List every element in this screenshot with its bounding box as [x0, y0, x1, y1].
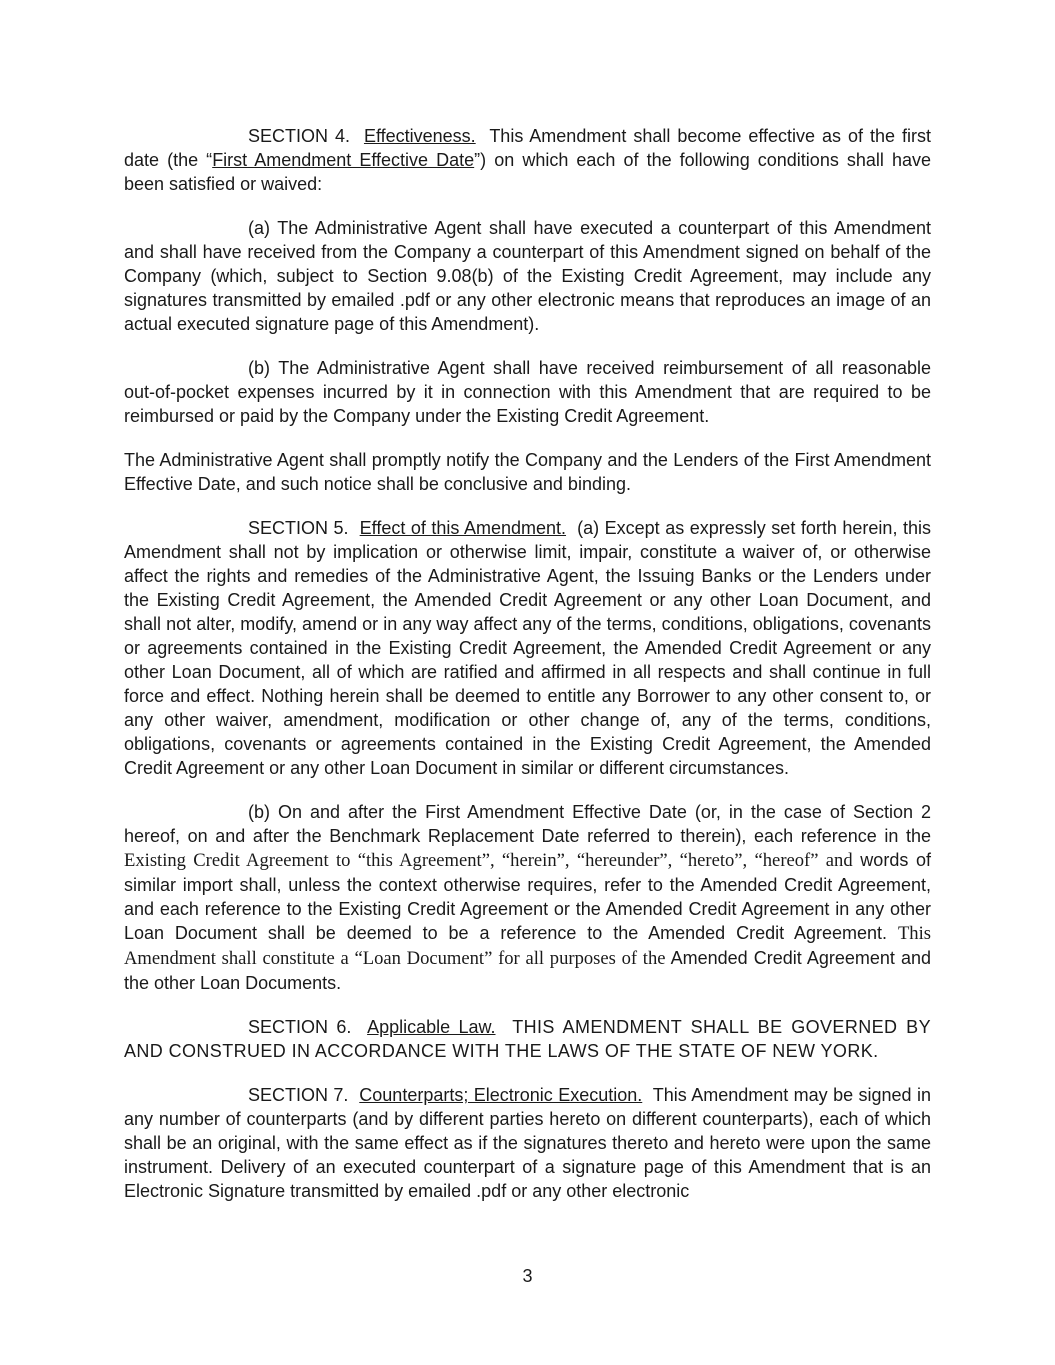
section-4-notice: The Administrative Agent shall promptly notify the Company and the Lenders of the First Amendment Effective Date, and such notice shall be conclusive and binding.: [124, 450, 931, 494]
section-5-b-part1: (b) On and after the First Amendment Effective Date (or, in the case of Section 2 hereof, on and after the Benchmark Replacement Date referred to therein), each reference in the: [124, 802, 931, 846]
section-7-title: Counterparts; Electronic Execution.: [359, 1085, 643, 1105]
section-7-text: This Amendment may be signed in any number of counterparts (and by different parties hereto on different counterparts), each of which shall be an original, with the same effect as if the signatures thereto and hereto were upon the same instrument. Delivery of an executed counterpart of a signature page of this Amendment that is an Electronic Signature transmitted by emailed .pdf or any other electronic: [124, 1085, 931, 1201]
section-7-paragraph: [124, 1083, 931, 1203]
section-5-clause-b: [124, 800, 931, 995]
section-6-heading: SECTION 6.: [248, 1017, 352, 1037]
section-4-rest: ”) on which each of the following conditions shall have been satisfied or waived:: [124, 150, 932, 194]
section-4-heading: SECTION 4.: [248, 126, 350, 146]
document-page: [124, 124, 931, 1203]
section-5-b-part3: words of similar import shall, unless the context otherwise requires, refer to the Amended Credit Agreement, and each reference to the Existing Credit Agreement or the Amended Credit Agreement in any other Loan Document shall be deemed to be a reference to the Amended Credit Agreement.: [124, 850, 931, 943]
page-number: 3: [522, 1266, 533, 1286]
section-4-clause-b: (b) The Administrative Agent shall have received reimbursement of all reasonable out-of-pocket expenses incurred by it in connection with this Amendment that are required to be reimbursed or paid by the Company under the Existing Credit Agreement.: [124, 358, 931, 426]
section-6-title: Applicable Law.: [367, 1017, 496, 1037]
section-5-paragraph-a: [124, 516, 931, 780]
section-5-b-part5: Amended Credit Agreement and the other Loan Documents.: [124, 948, 931, 993]
section-5-b-part4: This Amendment shall constitute a “Loan Document” for all purposes of the: [124, 923, 931, 969]
section-6-text: THIS AMENDMENT SHALL BE GOVERNED BY AND CONSTRUED IN ACCORDANCE WITH THE LAWS OF THE STATE OF NEW YORK.: [124, 1017, 931, 1061]
section-6-paragraph: [124, 1015, 931, 1063]
section-7-heading: SECTION 7.: [248, 1085, 349, 1105]
section-5-clause-a: (a) Except as expressly set forth herein, this Amendment shall not by implication or otherwise limit, impair, constitute a waiver of, or otherwise affect the rights and remedies of the Administrative Agent, the Issuing Banks or the Lenders under the Existing Credit Agreement, the Amended Credit Agreement or any other Loan Document, and shall not alter, modify, amend or in any way affect any of the terms, conditions, obligations, covenants or agreements contained in the Existing Credit Agreement, the Amended Credit Agreement or any other Loan Document, all of which are ratified and affirmed in all respects and shall continue in full force and effect. Nothing herein shall be deemed to entitle any Borrower to any other consent to, or any other waiver, amendment, modification or other change of, any of the terms, conditions, obligations, covenants or agreements contained in the Existing Credit Agreement, the Amended Credit Agreement or any other Loan Document in similar or different circumstances.: [124, 518, 931, 778]
section-4-title: Effectiveness.: [363, 126, 476, 146]
section-4-lead: This Amendment shall become effective as of the first date (the “: [124, 126, 931, 170]
section-5-b-part2: Existing Credit Agreement to “this Agreement”, “herein”, “hereunder”, “hereto”, “hereof” and: [124, 850, 853, 871]
section-4-paragraph: [124, 124, 931, 196]
defined-term-first-amendment-effective-date: First Amendment Effective Date: [212, 150, 475, 170]
section-5-heading: SECTION 5.: [248, 518, 349, 538]
section-4-clause-a: (a) The Administrative Agent shall have executed a counterpart of this Amendment and shall have received from the Company a counterpart of this Amendment signed on behalf of the Company (which, subject to Section 9.08(b) of the Existing Credit Agreement, may include any signatures transmitted by emailed .pdf or any other electronic means that reproduces an image of an actual executed signature page of this Amendment).: [124, 218, 931, 334]
section-5-title: Effect of this Amendment.: [359, 518, 567, 538]
